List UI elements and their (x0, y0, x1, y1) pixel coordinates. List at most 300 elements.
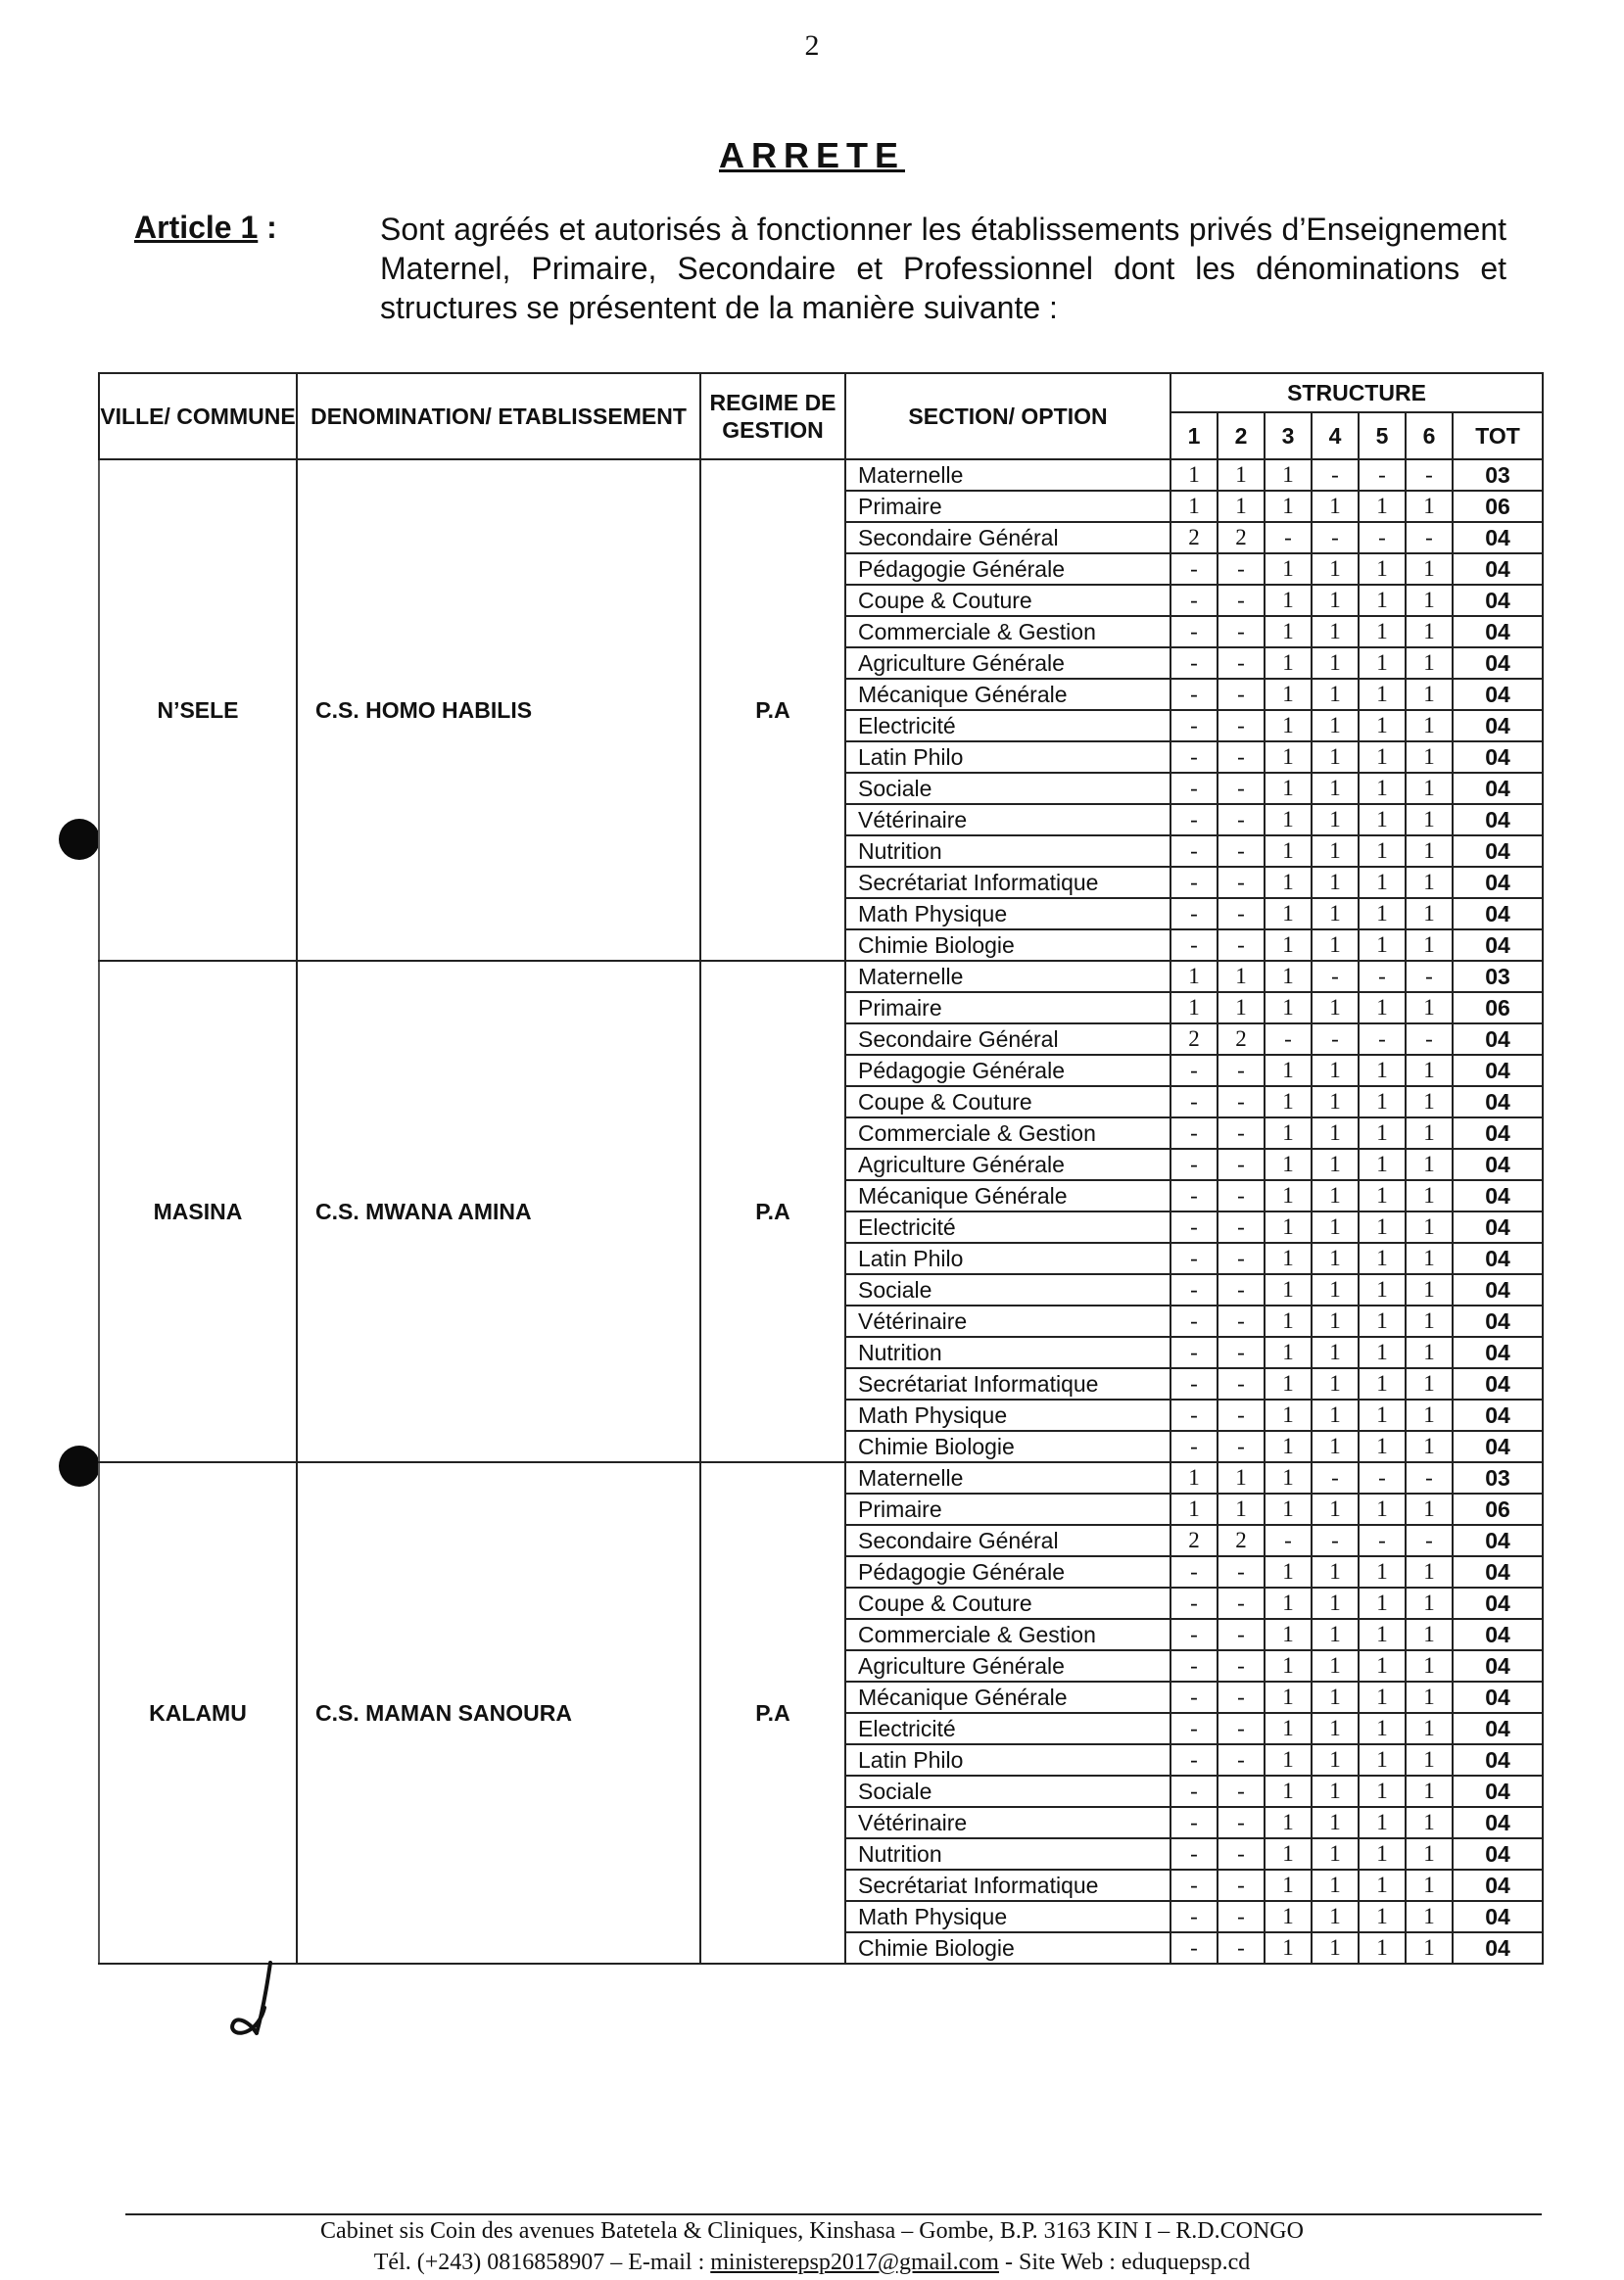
level-cell: 1 (1218, 1494, 1265, 1525)
level-cell: 1 (1359, 1870, 1406, 1901)
level-cell: - (1359, 1525, 1406, 1556)
level-cell: - (1170, 929, 1218, 961)
level-cell: 1 (1406, 553, 1453, 585)
level-cell: 1 (1359, 616, 1406, 647)
option-cell: Secrétariat Informatique (845, 1870, 1170, 1901)
level-cell: - (1170, 647, 1218, 679)
level-cell: - (1170, 1337, 1218, 1368)
total-cell: 04 (1453, 1776, 1543, 1807)
footer-website: - Site Web : eduquepsp.cd (1004, 2250, 1251, 2275)
level-cell: - (1359, 961, 1406, 992)
option-cell: Commerciale & Gestion (845, 1619, 1170, 1650)
level-cell: 1 (1359, 1650, 1406, 1682)
option-cell: Primaire (845, 491, 1170, 522)
header-section: SECTION/ OPTION (845, 373, 1170, 459)
level-cell: - (1218, 1650, 1265, 1682)
etablissement-cell: C.S. MWANA AMINA (297, 961, 700, 1462)
level-cell: 1 (1265, 1870, 1312, 1901)
level-cell: - (1218, 1744, 1265, 1776)
level-cell: - (1218, 1055, 1265, 1086)
level-cell: - (1312, 1462, 1359, 1494)
header-level-2: 2 (1218, 412, 1265, 459)
level-cell: 1 (1359, 1588, 1406, 1619)
level-cell: 1 (1359, 1776, 1406, 1807)
level-cell: 1 (1265, 1932, 1312, 1964)
level-cell: 1 (1312, 773, 1359, 804)
total-cell: 04 (1453, 1901, 1543, 1932)
level-cell: - (1218, 1337, 1265, 1368)
option-cell: Chimie Biologie (845, 1431, 1170, 1462)
level-cell: - (1218, 585, 1265, 616)
level-cell: 1 (1265, 1619, 1312, 1650)
total-cell: 04 (1453, 1306, 1543, 1337)
total-cell: 04 (1453, 1870, 1543, 1901)
level-cell: 1 (1265, 1588, 1312, 1619)
total-cell: 06 (1453, 1494, 1543, 1525)
level-cell: - (1406, 522, 1453, 553)
level-cell: 1 (1406, 1588, 1453, 1619)
total-cell: 04 (1453, 773, 1543, 804)
level-cell: 1 (1265, 553, 1312, 585)
level-cell: 1 (1406, 1619, 1453, 1650)
option-cell: Pédagogie Générale (845, 1055, 1170, 1086)
option-cell: Agriculture Générale (845, 1149, 1170, 1180)
level-cell: 1 (1406, 835, 1453, 867)
level-cell: 1 (1406, 867, 1453, 898)
level-cell: - (1218, 741, 1265, 773)
option-cell: Electricité (845, 1713, 1170, 1744)
level-cell: 1 (1406, 1807, 1453, 1838)
level-cell: 1 (1406, 1274, 1453, 1306)
level-cell: 1 (1312, 1149, 1359, 1180)
punch-hole-mark (59, 819, 100, 860)
total-cell: 04 (1453, 1149, 1543, 1180)
level-cell: - (1170, 1776, 1218, 1807)
level-cell: 1 (1406, 1055, 1453, 1086)
level-cell: - (1265, 1525, 1312, 1556)
level-cell: 1 (1170, 1494, 1218, 1525)
level-cell: 1 (1312, 929, 1359, 961)
level-cell: - (1170, 1682, 1218, 1713)
level-cell: - (1218, 710, 1265, 741)
level-cell: 1 (1406, 1776, 1453, 1807)
level-cell: 1 (1406, 585, 1453, 616)
level-cell: 1 (1359, 1243, 1406, 1274)
option-cell: Maternelle (845, 459, 1170, 491)
option-cell: Vétérinaire (845, 1807, 1170, 1838)
level-cell: 2 (1170, 522, 1218, 553)
level-cell: 1 (1265, 647, 1312, 679)
regime-cell: P.A (700, 459, 845, 961)
level-cell: - (1170, 1400, 1218, 1431)
level-cell: - (1170, 1838, 1218, 1870)
level-cell: 1 (1265, 1180, 1312, 1211)
level-cell: 1 (1170, 1462, 1218, 1494)
level-cell: - (1218, 1619, 1265, 1650)
option-cell: Nutrition (845, 835, 1170, 867)
level-cell: 1 (1265, 1243, 1312, 1274)
level-cell: 1 (1406, 1149, 1453, 1180)
level-cell: 1 (1406, 1870, 1453, 1901)
level-cell: 1 (1265, 1744, 1312, 1776)
option-cell: Latin Philo (845, 741, 1170, 773)
level-cell: - (1218, 835, 1265, 867)
header-level-1: 1 (1170, 412, 1218, 459)
option-cell: Secrétariat Informatique (845, 1368, 1170, 1400)
level-cell: 1 (1406, 1713, 1453, 1744)
option-cell: Mécanique Générale (845, 1180, 1170, 1211)
level-cell: - (1312, 459, 1359, 491)
option-cell: Coupe & Couture (845, 1086, 1170, 1117)
level-cell: 1 (1359, 1431, 1406, 1462)
total-cell: 04 (1453, 898, 1543, 929)
level-cell: - (1312, 1023, 1359, 1055)
level-cell: - (1170, 835, 1218, 867)
level-cell: 1 (1312, 1713, 1359, 1744)
level-cell: 1 (1359, 1337, 1406, 1368)
level-cell: - (1359, 1462, 1406, 1494)
level-cell: - (1170, 585, 1218, 616)
level-cell: - (1218, 929, 1265, 961)
option-cell: Mécanique Générale (845, 1682, 1170, 1713)
header-level-3: 3 (1265, 412, 1312, 459)
level-cell: - (1218, 1713, 1265, 1744)
total-cell: 04 (1453, 1744, 1543, 1776)
level-cell: 1 (1265, 835, 1312, 867)
level-cell: - (1218, 1901, 1265, 1932)
level-cell: - (1170, 773, 1218, 804)
table-row (99, 1462, 1543, 1494)
level-cell: - (1406, 1525, 1453, 1556)
level-cell: - (1218, 1870, 1265, 1901)
level-cell: 2 (1218, 1525, 1265, 1556)
header-level-5: 5 (1359, 412, 1406, 459)
level-cell: 1 (1359, 585, 1406, 616)
option-cell: Latin Philo (845, 1243, 1170, 1274)
page-title: ARRETE (718, 135, 905, 175)
level-cell: 1 (1359, 1368, 1406, 1400)
level-cell: - (1218, 898, 1265, 929)
level-cell: 1 (1218, 992, 1265, 1023)
level-cell: 1 (1265, 1274, 1312, 1306)
level-cell: 1 (1359, 1838, 1406, 1870)
level-cell: 2 (1170, 1023, 1218, 1055)
level-cell: 1 (1265, 1117, 1312, 1149)
level-cell: 1 (1359, 1211, 1406, 1243)
level-cell: 1 (1312, 1086, 1359, 1117)
level-cell: 1 (1312, 1055, 1359, 1086)
total-cell: 04 (1453, 804, 1543, 835)
level-cell: - (1218, 1149, 1265, 1180)
level-cell: 1 (1265, 961, 1312, 992)
level-cell: 1 (1359, 1556, 1406, 1588)
level-cell: 1 (1265, 491, 1312, 522)
option-cell: Nutrition (845, 1337, 1170, 1368)
level-cell: 1 (1265, 1713, 1312, 1744)
level-cell: 1 (1265, 773, 1312, 804)
level-cell: - (1406, 961, 1453, 992)
level-cell: 1 (1406, 1180, 1453, 1211)
level-cell: - (1170, 1431, 1218, 1462)
level-cell: 1 (1359, 1055, 1406, 1086)
option-cell: Coupe & Couture (845, 585, 1170, 616)
level-cell: 1 (1312, 491, 1359, 522)
total-cell: 04 (1453, 1243, 1543, 1274)
level-cell: - (1218, 1211, 1265, 1243)
level-cell: 1 (1406, 1682, 1453, 1713)
level-cell: 1 (1359, 867, 1406, 898)
level-cell: - (1170, 1744, 1218, 1776)
level-cell: 1 (1359, 491, 1406, 522)
level-cell: 1 (1265, 1901, 1312, 1932)
level-cell: 1 (1265, 616, 1312, 647)
option-cell: Commerciale & Gestion (845, 1117, 1170, 1149)
level-cell: 1 (1265, 459, 1312, 491)
regime-cell: P.A (700, 1462, 845, 1964)
level-cell: 1 (1265, 1650, 1312, 1682)
level-cell: 1 (1359, 1682, 1406, 1713)
level-cell: 1 (1312, 1494, 1359, 1525)
level-cell: 1 (1312, 1368, 1359, 1400)
total-cell: 04 (1453, 1211, 1543, 1243)
option-cell: Latin Philo (845, 1744, 1170, 1776)
footer-contact (0, 2247, 1624, 2278)
option-cell: Coupe & Couture (845, 1588, 1170, 1619)
level-cell: - (1218, 1807, 1265, 1838)
total-cell: 04 (1453, 585, 1543, 616)
signature-mark (227, 1961, 286, 2039)
level-cell: 1 (1359, 710, 1406, 741)
level-cell: 1 (1265, 992, 1312, 1023)
level-cell: 1 (1170, 961, 1218, 992)
level-cell: 1 (1265, 1807, 1312, 1838)
level-cell: - (1170, 1556, 1218, 1588)
level-cell: 1 (1406, 773, 1453, 804)
option-cell: Sociale (845, 1274, 1170, 1306)
level-cell: - (1359, 522, 1406, 553)
option-cell: Primaire (845, 992, 1170, 1023)
level-cell: 1 (1312, 1932, 1359, 1964)
level-cell: 1 (1312, 1117, 1359, 1149)
level-cell: - (1218, 1306, 1265, 1337)
level-cell: - (1170, 1306, 1218, 1337)
level-cell: 1 (1406, 1337, 1453, 1368)
level-cell: 1 (1265, 867, 1312, 898)
level-cell: 1 (1359, 1744, 1406, 1776)
total-cell: 04 (1453, 1368, 1543, 1400)
level-cell: 1 (1312, 647, 1359, 679)
level-cell: 1 (1406, 1494, 1453, 1525)
level-cell: - (1218, 1400, 1265, 1431)
page-number: 2 (804, 29, 820, 62)
total-cell: 04 (1453, 1556, 1543, 1588)
level-cell: 1 (1406, 929, 1453, 961)
level-cell: 1 (1265, 1400, 1312, 1431)
level-cell: 1 (1406, 491, 1453, 522)
level-cell: 1 (1312, 835, 1359, 867)
option-cell: Sociale (845, 1776, 1170, 1807)
option-cell: Chimie Biologie (845, 929, 1170, 961)
level-cell: 1 (1170, 992, 1218, 1023)
level-cell: 1 (1312, 585, 1359, 616)
level-cell: - (1170, 898, 1218, 929)
level-cell: - (1170, 1650, 1218, 1682)
level-cell: - (1218, 773, 1265, 804)
level-cell: 1 (1359, 898, 1406, 929)
level-cell: 1 (1218, 491, 1265, 522)
header-ville: VILLE/ COMMUNE (99, 373, 297, 459)
level-cell: - (1218, 1588, 1265, 1619)
total-cell: 04 (1453, 1337, 1543, 1368)
level-cell: 1 (1359, 647, 1406, 679)
total-cell: 06 (1453, 491, 1543, 522)
level-cell: - (1170, 1243, 1218, 1274)
level-cell: - (1312, 961, 1359, 992)
level-cell: - (1170, 1180, 1218, 1211)
level-cell: 1 (1359, 929, 1406, 961)
option-cell: Primaire (845, 1494, 1170, 1525)
header-structure: STRUCTURE (1170, 373, 1543, 412)
option-cell: Vétérinaire (845, 804, 1170, 835)
footer-phone: Tél. (+243) 0816858907 – E-mail : (373, 2250, 705, 2275)
level-cell: - (1265, 522, 1312, 553)
option-cell: Maternelle (845, 961, 1170, 992)
option-cell: Electricité (845, 710, 1170, 741)
level-cell: - (1218, 616, 1265, 647)
level-cell: - (1170, 553, 1218, 585)
level-cell: 1 (1265, 1556, 1312, 1588)
level-cell: 2 (1170, 1525, 1218, 1556)
level-cell: 1 (1359, 1306, 1406, 1337)
option-cell: Secondaire Général (845, 1023, 1170, 1055)
level-cell: 1 (1406, 1243, 1453, 1274)
total-cell: 04 (1453, 710, 1543, 741)
level-cell: - (1170, 1274, 1218, 1306)
level-cell: 1 (1312, 553, 1359, 585)
level-cell: 1 (1312, 1400, 1359, 1431)
level-cell: 1 (1265, 898, 1312, 929)
table-row (99, 961, 1543, 992)
total-cell: 04 (1453, 1588, 1543, 1619)
level-cell: - (1218, 867, 1265, 898)
level-cell: - (1170, 710, 1218, 741)
level-cell: 1 (1265, 1306, 1312, 1337)
level-cell: 1 (1218, 1462, 1265, 1494)
level-cell: 1 (1312, 992, 1359, 1023)
level-cell: - (1406, 1462, 1453, 1494)
level-cell: 1 (1218, 961, 1265, 992)
total-cell: 03 (1453, 459, 1543, 491)
level-cell: 1 (1312, 1337, 1359, 1368)
total-cell: 04 (1453, 1180, 1543, 1211)
total-cell: 04 (1453, 741, 1543, 773)
level-cell: 1 (1312, 1776, 1359, 1807)
level-cell: - (1218, 1431, 1265, 1462)
level-cell: 1 (1406, 1306, 1453, 1337)
level-cell: 1 (1312, 1180, 1359, 1211)
level-cell: 1 (1312, 1650, 1359, 1682)
level-cell: 1 (1312, 1243, 1359, 1274)
level-cell: 1 (1359, 835, 1406, 867)
level-cell: - (1170, 1932, 1218, 1964)
total-cell: 04 (1453, 1932, 1543, 1964)
level-cell: 1 (1265, 929, 1312, 961)
level-cell: 1 (1359, 804, 1406, 835)
option-cell: Agriculture Générale (845, 647, 1170, 679)
level-cell: - (1170, 1713, 1218, 1744)
option-cell: Vétérinaire (845, 1306, 1170, 1337)
level-cell: 1 (1406, 898, 1453, 929)
level-cell: 1 (1406, 1086, 1453, 1117)
level-cell: - (1218, 1117, 1265, 1149)
level-cell: 1 (1359, 1086, 1406, 1117)
footer-email-link[interactable]: ministerepsp2017@gmail.com (710, 2250, 999, 2275)
total-cell: 04 (1453, 1838, 1543, 1870)
level-cell: 1 (1265, 1149, 1312, 1180)
level-cell: - (1218, 1682, 1265, 1713)
level-cell: 1 (1312, 741, 1359, 773)
level-cell: 1 (1312, 1744, 1359, 1776)
option-cell: Agriculture Générale (845, 1650, 1170, 1682)
level-cell: 1 (1312, 1807, 1359, 1838)
level-cell: 1 (1359, 1180, 1406, 1211)
level-cell: 1 (1265, 1086, 1312, 1117)
level-cell: 1 (1359, 773, 1406, 804)
total-cell: 04 (1453, 1713, 1543, 1744)
level-cell: - (1170, 1211, 1218, 1243)
level-cell: 1 (1312, 1556, 1359, 1588)
level-cell: 1 (1359, 1494, 1406, 1525)
level-cell: 1 (1359, 1149, 1406, 1180)
level-cell: 1 (1265, 1494, 1312, 1525)
level-cell: 1 (1312, 1274, 1359, 1306)
level-cell: - (1218, 1274, 1265, 1306)
level-cell: 1 (1265, 679, 1312, 710)
level-cell: 1 (1312, 1682, 1359, 1713)
option-cell: Commerciale & Gestion (845, 616, 1170, 647)
level-cell: 1 (1218, 459, 1265, 491)
total-cell: 03 (1453, 961, 1543, 992)
level-cell: - (1218, 1368, 1265, 1400)
level-cell: 1 (1359, 1713, 1406, 1744)
level-cell: 1 (1406, 804, 1453, 835)
level-cell: 1 (1265, 1431, 1312, 1462)
total-cell: 04 (1453, 1619, 1543, 1650)
footer (0, 2215, 1624, 2278)
level-cell: - (1218, 679, 1265, 710)
level-cell: - (1359, 1023, 1406, 1055)
option-cell: Mécanique Générale (845, 679, 1170, 710)
header-denomination: DENOMINATION/ ETABLISSEMENT (297, 373, 700, 459)
level-cell: 1 (1359, 1901, 1406, 1932)
level-cell: 1 (1406, 1744, 1453, 1776)
level-cell: 1 (1406, 1556, 1453, 1588)
table-body (99, 459, 1543, 1964)
total-cell: 04 (1453, 1807, 1543, 1838)
level-cell: 1 (1359, 679, 1406, 710)
table-row (99, 459, 1543, 491)
level-cell: 1 (1265, 804, 1312, 835)
level-cell: 1 (1406, 647, 1453, 679)
level-cell: 1 (1265, 741, 1312, 773)
total-cell: 04 (1453, 1525, 1543, 1556)
total-cell: 04 (1453, 1431, 1543, 1462)
level-cell: - (1170, 1055, 1218, 1086)
level-cell: - (1312, 1525, 1359, 1556)
level-cell: 1 (1312, 616, 1359, 647)
option-cell: Pédagogie Générale (845, 1556, 1170, 1588)
level-cell: - (1170, 1619, 1218, 1650)
